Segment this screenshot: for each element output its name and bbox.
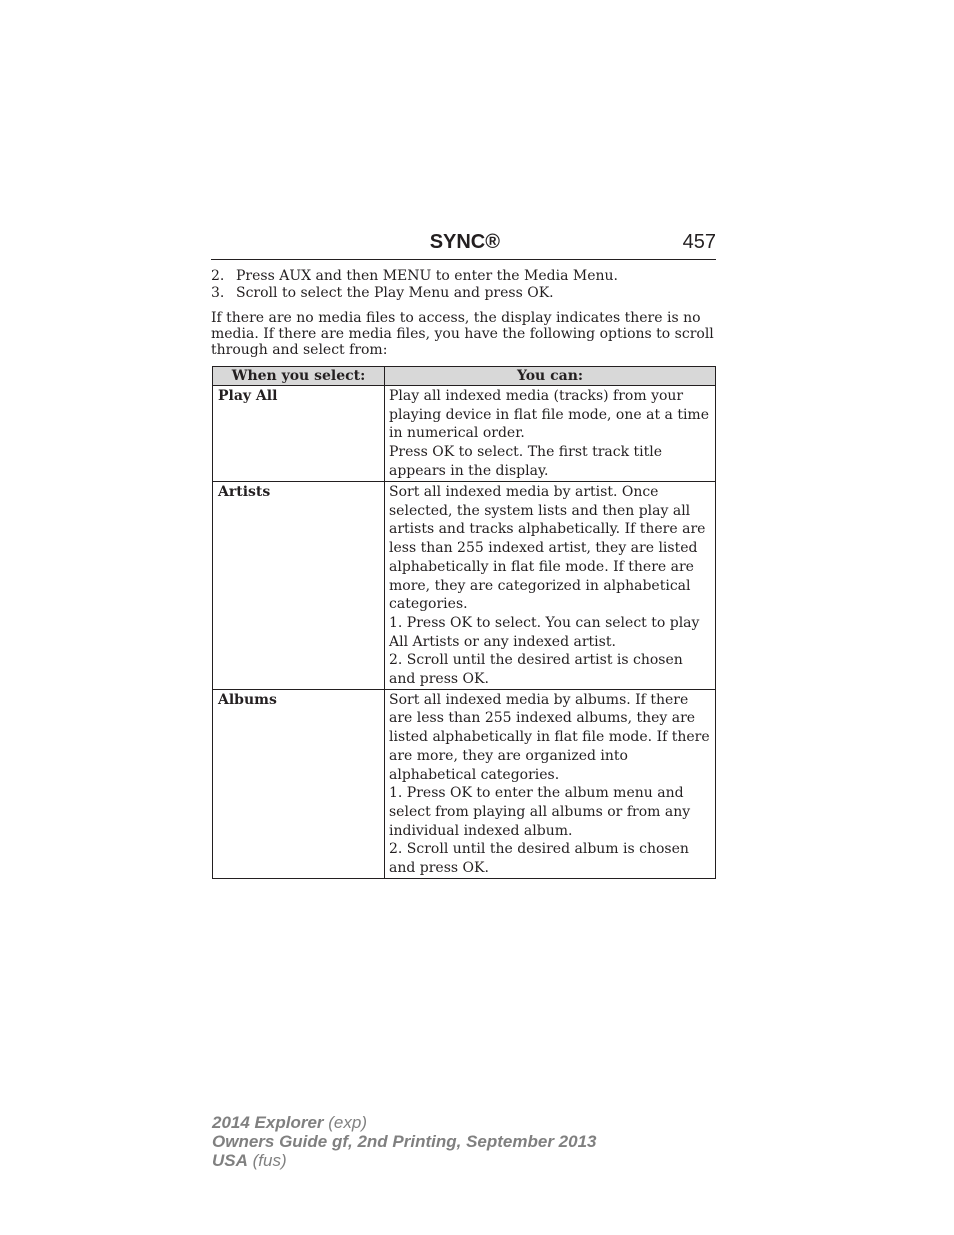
intro-paragraph: If there are no media files to access, the display indicates there is no media. If there are media files, you have the following options to scroll through and select from:	[211, 310, 714, 358]
list-item	[211, 268, 716, 285]
page-number: 457	[682, 231, 716, 253]
option-name: Play All	[213, 386, 385, 482]
page-header	[211, 230, 716, 260]
description-line: 2. Scroll until the desired album is chosen and press OK.	[389, 841, 689, 877]
description-line: Press OK to select. The first track title appears in the display.	[389, 444, 663, 479]
option-description	[385, 482, 716, 690]
footer-line-guide	[212, 1132, 596, 1151]
list-item	[211, 285, 716, 302]
step-number: 2.	[211, 268, 225, 284]
description-line: 2. Scroll until the desired artist is chosen and press OK.	[389, 652, 683, 688]
description-line: Sort all indexed media by albums. If there are less than 255 indexed albums, they are listed alphabetically in flat file mode. If there are more, they are organized into alphabetical categories.	[389, 691, 710, 783]
table-row	[213, 482, 716, 690]
footer-market: USA	[212, 1151, 248, 1170]
footer-model: 2014 Explorer	[212, 1113, 324, 1132]
step-number: 3.	[211, 285, 225, 301]
section-title: SYNC®	[429, 231, 500, 253]
column-header-you-can: You can:	[385, 367, 716, 386]
steps-list	[211, 268, 716, 302]
step-text: Scroll to select the Play Menu and press OK.	[236, 285, 554, 301]
description-line: Play all indexed media (tracks) from your playing device in flat file mode, one at a time in numerical order.	[389, 388, 709, 442]
option-description	[385, 386, 716, 482]
option-description	[385, 689, 716, 878]
page-footer	[212, 1113, 596, 1170]
column-header-when: When you select:	[213, 367, 385, 386]
description-line: Sort all indexed media by artist. Once selected, the system lists and then play all artists and tracks alphabetically. If there are less than 255 indexed artist, they are listed alphabetically in flat file mode. If there are more, they are categorized in alphabetical categories.	[389, 484, 706, 613]
description-line: 1. Press OK to enter the album menu and select from playing all albums or from any individual indexed album.	[389, 785, 691, 839]
option-name: Albums	[213, 689, 385, 878]
footer-market-code: (fus)	[252, 1151, 287, 1170]
table-row	[213, 386, 716, 482]
description-line: 1. Press OK to select. You can select to play All Artists or any indexed artist.	[389, 614, 700, 650]
footer-guide: Owners Guide gf, 2nd Printing, September 2013	[212, 1132, 597, 1151]
options-table	[212, 366, 716, 879]
footer-line-market	[212, 1151, 596, 1170]
footer-model-code: (exp)	[328, 1113, 367, 1132]
table-row	[213, 689, 716, 878]
step-text: Press AUX and then MENU to enter the Media Menu.	[236, 268, 618, 284]
option-name: Artists	[213, 482, 385, 690]
table-header-row	[213, 367, 716, 386]
footer-line-model	[212, 1113, 596, 1132]
